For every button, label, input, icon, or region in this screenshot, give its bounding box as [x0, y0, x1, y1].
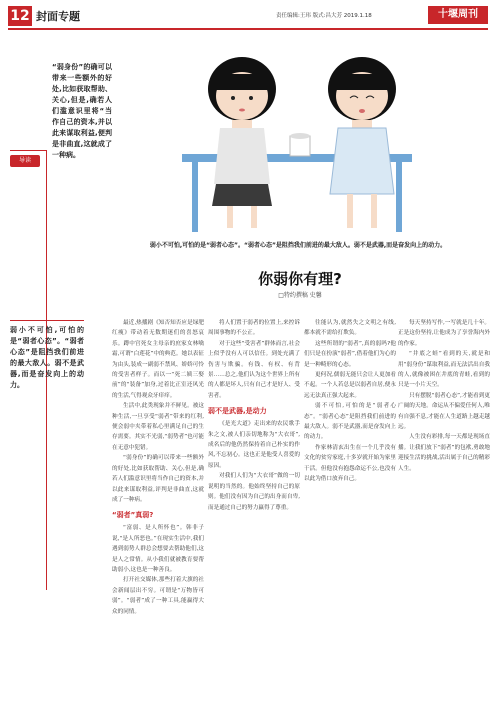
paragraph: 最近,热播剧《知否知否应是绿肥红瘦》带动着无数期迷们的喜怒哀乐。蹲中宫死女主母亲的庶家女林噙霜,可谓“白莲花”中的典范。她以表征为由头,装成一副弱不禁风、娇娇可怜的受害者样子。而以一“死二姨三娶前”的“装备”加身,过着比正室还风光的生活,气得观众牙痒痒。	[112, 320, 204, 399]
paragraph: “井底之蛙”看到的天,就是和用“弱身份”谋取利益,而无法活出自我的人,就像被困在井底的青蛙,看到的只是一小片天空。	[398, 351, 490, 389]
paragraph: 更何况,儒弱无能只会让人更加看不起。一个人若总是以弱者自居,便永远无法真正强大起来。	[304, 372, 396, 399]
illustration-caption: 弱小不可怕,可怕的是“弱者心态”。“弱者心态”是阻挡我们前进的最大敌人。弱不是武器,而是奋发向上的动力。	[149, 242, 447, 249]
table-leg-right	[396, 162, 402, 232]
sidebar-rule	[10, 150, 46, 151]
illustration-two-girls	[112, 34, 486, 234]
paragraph: 作家林清玄出生在一个几乎没有文化的贫穷家庭,十多岁就开始为家里干活。但他没有抱怨命运不公,也没有以此为借口放弃自己。	[304, 444, 396, 483]
masthead-brand: 十堰周刊	[428, 6, 488, 24]
paragraph: 《是光大道》走出来的农民歌手朱之文,被人们亲切地称为“大衣哥”,成名后的他仍然保持着自己朴实的作风,不忘初心。这也正是他受人喜爱的原因。	[208, 421, 300, 469]
article-column-2	[208, 318, 300, 698]
guide-tag: 导读	[10, 155, 40, 167]
section-heading: “弱者”真弱?	[112, 511, 154, 520]
editor-meta: 责任编辑:王玮 版式:昌大芳 2019.1.18	[276, 13, 372, 19]
paragraph: 打开社交媒体,那些打着大旗的社会新闻层出不穷。可谓是“万物皆可弱”。“弱者”成了一种工具,能赢得大众的同情。	[112, 577, 204, 615]
section-title: 封面专题	[36, 10, 80, 23]
paragraph: 对于这些“受害者”群体而言,社会上似乎没有人可以信任。到处充满了伤害与欺骗。有钱、有权、有背景……总之,他们认为这个世界上所有的人都是坏人,只有自己才是好人、受害者。	[208, 340, 300, 399]
paragraph: 只有摆脱“弱者心态”,才能看到更广阔的天地。命运从不偏爱任何人,唯有自强不息,才能在人生道路上越走越远。	[398, 392, 490, 431]
page-number: 12	[8, 6, 32, 26]
girl-right	[328, 57, 396, 228]
pull-quote-top: “弱身份”的确可以带来一些额外的好处,比如获取帮助、关心,但是,确若人们滥意识里将“当作自己的资本,并以此来谋取利益,便判是非曲直,这就成了一种病。	[52, 63, 112, 159]
paragraph: 这些所谓的“弱者”,真的弱吗?他们只是在扮演“弱者”,借着他们为心的是一种畸形的心态。	[304, 340, 396, 368]
header-rule	[8, 28, 488, 30]
article-column-1	[112, 318, 204, 698]
paragraph: “富弱、是人所怀也”。韩非子说,“是人所恶也。”在现实生活中,我们遇到弱势人群总会想要去帮助他们,这是人之常情。从小我们就被教育要帮助弱小,这也是一种善良。	[112, 525, 204, 573]
paragraph: 将人们置于弱者的位置上,来控诉周围事物的不公正。	[208, 320, 300, 337]
paragraph: 人生没有彩排,每一天都是现场直播。让我们放下“弱者”的包袱,勇敢地迎接生活的挑战,活出属于自己的精彩人生。	[398, 434, 490, 472]
paragraph: 往能认为,就然失之文明之有线,都本就不需给打欺负。	[304, 320, 396, 337]
article-title: 你弱你有理?	[258, 270, 342, 288]
paragraph: 对我们人们为“大衣哥”做的一切说明的当然的。他始终坚持自己的原则。他们没有因为自己的出身而自卑,而是通过自己的努力赢得了尊重。	[208, 473, 300, 511]
sidebar-rule-bottom	[10, 320, 84, 321]
pull-quote-bottom: 弱小不可怕,可怕的是“弱者心态”。“弱者心态”是阻挡我们前进的最大敌人。弱不是武器,而是奋发向上的动力。	[10, 326, 84, 389]
article-column-4	[398, 318, 490, 698]
article-byline: □特约撰稿 史馨	[278, 292, 322, 299]
table-leg-left	[192, 162, 198, 232]
paragraph: 生活中,此类现象并不鲜见。被这种生活,一旦享受“弱者”带来的红利,便会弱中夹带着私心里满足自己的生存需要。其实不光弱,“弱势者”也可能在无意中犯错。	[112, 403, 204, 451]
girl-left	[208, 57, 276, 228]
page-header	[8, 6, 488, 28]
article-column-3	[304, 318, 396, 698]
section-heading: 弱不是武器,是动力	[208, 407, 267, 416]
paragraph: 每天坚持写作,一写就是几十年。正是这份坚持,让他成为了享誉海内外的作家。	[398, 320, 490, 347]
paragraph: 弱不可怕,可怕的是“弱者心态”。“弱者心态”是阻挡我们前进的最大敌人。弱不是武器,而是奋发向上的动力。	[304, 403, 396, 441]
paragraph: “弱身份”的确可以带来一些额外的好处,比如获取帮助、关心,但是,确若人们滥意识里将当作自己的资本,并以此来谋取利益,评判是非曲直,这就成了一种病。	[112, 455, 204, 503]
